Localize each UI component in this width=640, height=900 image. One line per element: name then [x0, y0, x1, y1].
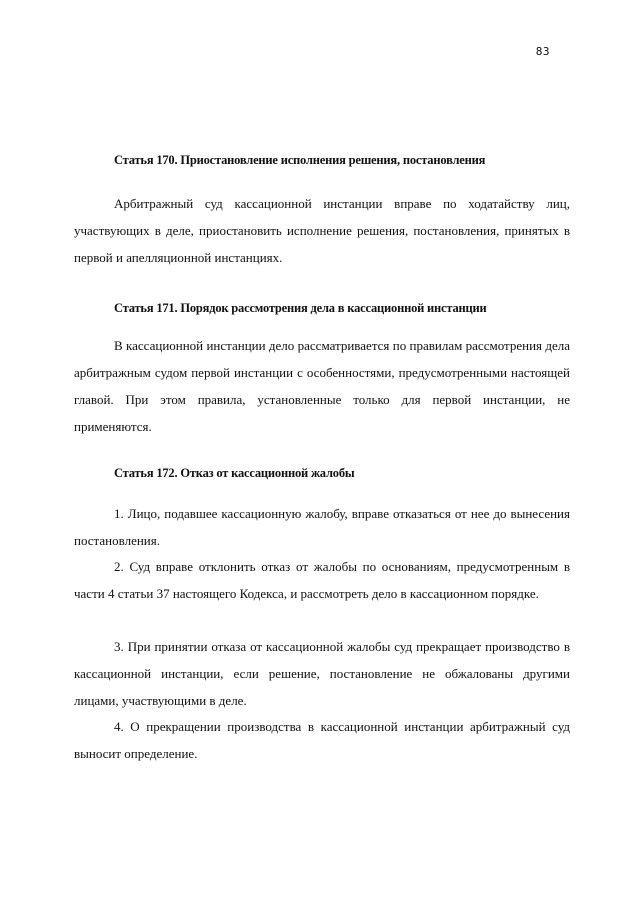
- page-number: 83: [535, 45, 550, 58]
- article-171-paragraph: В кассационной инстанции дело рассматривается по правилам рассмотрения дела арбитражным судом первой инстанции с особенностями, предусмотренными настоящей главой. При этом правила, установленные только для первой инстанции, не применяются.: [74, 338, 570, 434]
- article-172-paragraph-2: 2. Суд вправе отклонить отказ от жалобы по основаниям, предусмотренным в части 4 статьи 37 настоящего Кодекса, и рассмотреть дело в кассационном порядке.: [74, 559, 570, 601]
- article-171-heading: Статья 171. Порядок рассмотрения дела в кассационной инстанции: [114, 301, 487, 315]
- article-172-paragraph-3: 3. При принятии отказа от кассационной жалобы суд прекращает производство в кассационной инстанции, если решение, постановление не обжалованы другими лицами, участвующими в деле.: [74, 639, 570, 708]
- article-172-paragraph-4: 4. О прекращении производства в кассационной инстанции арбитражный суд выносит определение.: [74, 719, 570, 761]
- article-172-heading: Статья 172. Отказ от кассационной жалобы: [114, 466, 355, 480]
- article-172-paragraph-1: 1. Лицо, подавшее кассационную жалобу, вправе отказаться от нее до вынесения постановления.: [74, 506, 570, 548]
- article-170-heading: Статья 170. Приостановление исполнения решения, постановления: [114, 153, 486, 167]
- article-170-paragraph: Арбитражный суд кассационной инстанции вправе по ходатайству лиц, участвующих в деле, приостановить исполнение решения, постановления, принятых в первой и апелляционной инстанциях.: [74, 196, 570, 265]
